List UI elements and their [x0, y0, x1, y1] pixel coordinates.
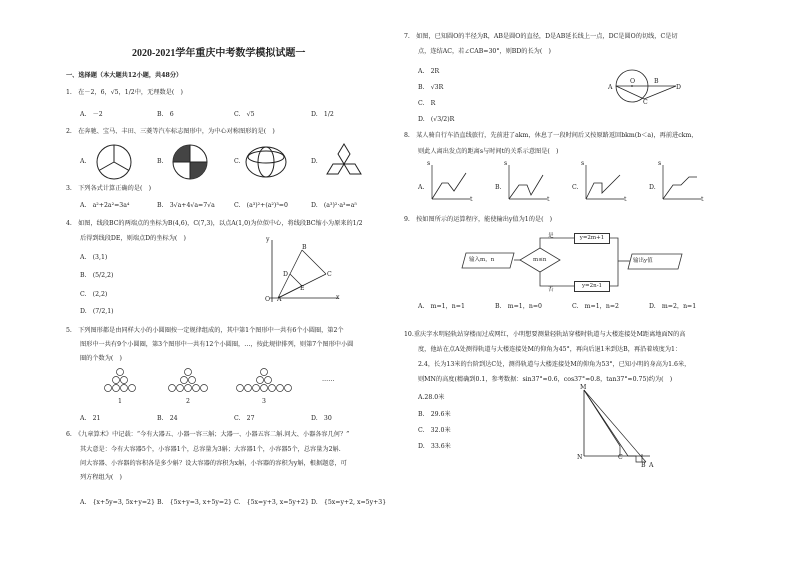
q5-figure-label-2: 2 [186, 398, 190, 405]
q3-option-c[interactable]: C. (a³)²+(a²)³=0 [234, 202, 288, 209]
q7-option-d[interactable]: D. (√3/2)R [418, 116, 455, 123]
q9-flow-bottom-box: y=2n-1 [574, 281, 610, 292]
q9-flow-output: 输出y值 [633, 258, 653, 264]
q5-figure-label-1: 1 [118, 398, 122, 405]
q3-option-a[interactable]: A. a²+2a²=3a⁴ [80, 202, 130, 209]
q8-graph-c [582, 163, 626, 203]
q9-option-b[interactable]: B. m=1，n=0 [495, 303, 542, 310]
benz-logo-icon [94, 142, 134, 182]
q10-option-a[interactable]: A.28.0米 [418, 394, 445, 401]
q10-label-c: C [618, 454, 623, 461]
page-title: 2020-2021学年重庆中考数学模拟试题一 [132, 48, 306, 59]
q5-option-d[interactable]: D. 30 [311, 415, 332, 422]
q8-graph-c-s-label: s [581, 160, 585, 167]
q4-option-c[interactable]: C. (2,2) [80, 291, 108, 298]
q7-option-c[interactable]: C. R [418, 100, 436, 107]
q4-label-b: B [302, 244, 307, 251]
q8-graph-c-t-label: t [624, 196, 627, 203]
q7-option-b[interactable]: B. √3R [418, 84, 444, 91]
q9-flow-top-box: y=2m+1 [574, 233, 610, 244]
q8-stem-line2: 则此人离出发点的距离s与时间t的关系示意图是( ) [418, 148, 559, 155]
q5-figure-label-3: 3 [262, 398, 266, 405]
q9-option-d[interactable]: D. m=2，n=1 [649, 303, 697, 310]
q7-label-d: D [676, 84, 681, 91]
q8-graph-d-s-label: s [658, 160, 662, 167]
q10-label-b: B [641, 462, 646, 469]
q8-graph-a-s-label: s [427, 160, 431, 167]
q7-option-a[interactable]: A. 2R [418, 68, 440, 75]
q4-label-d: D [283, 271, 288, 278]
q4-label-e: E [300, 285, 305, 292]
q10-stem-line4: 则MN的高度(精确到0.1，参考数据：sin37°≈0.6，cos37°≈0.8，tan37°≈0.75)约为( ) [418, 376, 673, 383]
q6-stem-line4: 列方程组为( ) [80, 474, 122, 481]
q4-stem-line1: 4. 如图，线段BC的两端点的坐标为B(4,6)，C(7,3)，以点A(1,0)为位似中心，将线段BC缩小为原来的1/2 [66, 220, 363, 227]
q5-circle-patterns [100, 367, 330, 397]
q3-option-b[interactable]: B. 3√a+4√a=7√a [157, 202, 215, 209]
q5-stem-line1: 5. 下列图形都是由同样大小的小圆圈按一定规律组成的，其中第1个图形中一共有6个小圆圈，第2个 [66, 327, 344, 334]
q4-stem-line2: 后得到线段DE，则端点D的坐标为( ) [80, 235, 186, 242]
bmw-logo-icon [170, 142, 210, 182]
q5-option-c[interactable]: C. 27 [234, 415, 255, 422]
q6-stem-line1: 6. 《九章算术》中记载：“今有大器五、小器一容三斛；大器一、小器五容二斛.问大、小器各容几何？” [66, 431, 350, 438]
toyota-logo-icon [244, 145, 288, 179]
q4-label-a: A [277, 296, 282, 303]
q10-stem-line2: 度，他站在点A处测得轨道与大楼连接处M的仰角为45°，再向后退1米到达B，再沿着坡度为1： [418, 346, 682, 353]
q5-option-a[interactable]: A. 21 [80, 415, 101, 422]
q8-option-a[interactable]: A. [418, 184, 425, 191]
q5-stem-line2: 图形中一共有9个小圆圈，第3个图形中一共有12个小圆圈，…，按此规律排列，则第7个图形中小圆 [80, 341, 354, 348]
q10-option-b[interactable]: B. 29.6米 [418, 411, 451, 418]
mitsubishi-logo-icon [324, 142, 364, 182]
q6-option-d[interactable]: D. {5x=y+2, x=5y+3} [311, 499, 387, 506]
q8-graph-b-s-label: s [504, 160, 508, 167]
q1-option-d[interactable]: D. 1/2 [311, 111, 334, 118]
q5-option-b[interactable]: B. 24 [157, 415, 178, 422]
q4-option-a[interactable]: A. (3,1) [80, 254, 108, 261]
q9-flow-yes: 是 [548, 233, 554, 239]
q3-stem: 3. 下列各式计算正确的是( ) [66, 185, 151, 192]
q1-stem: 1. 在－2，6，√5，1/2中，无理数是( ) [66, 89, 183, 96]
q2-option-c[interactable]: C. [234, 158, 241, 165]
q4-label-c: C [327, 271, 332, 278]
q4-option-b[interactable]: B. (5/2,2) [80, 272, 114, 279]
q10-label-n: N [577, 454, 583, 461]
q1-option-a[interactable]: A. －2 [80, 111, 103, 118]
q7-stem-line1: 7. 如图，已知圆O的半径为R，AB是圆O的直径，D是AB延长线上一点，DC是圆O的切线，C是切 [404, 33, 678, 40]
q10-option-d[interactable]: D. 33.6米 [418, 443, 451, 450]
q7-label-o: O [630, 78, 636, 85]
q8-graph-a [428, 163, 472, 203]
q2-option-a[interactable]: A. [80, 158, 87, 165]
q4-label-o: O [265, 296, 271, 303]
q6-stem-line3: 问大容器、小容器的容积各是多少斛？设大容器的容积为x斛，小容器的容积为y斛，根据题意，可 [80, 460, 347, 467]
q10-stem-line3: 2.4，长为13米的台阶到达C处，测得轨道与大楼连接处M的仰角为53°，已知小明的身高为1.6米， [418, 361, 691, 368]
q10-stem-line1: 10.重庆字水明轻轨站穿楼而过成网红，小明想要测量轻轨站穿楼时轨道与大楼连接处M距离地面N的高 [404, 331, 686, 338]
q7-stem-line2: 点，连结AC，若∠CAB=30°，则BD的长为( ) [418, 48, 551, 55]
q6-option-b[interactable]: B. {5x+y=3, x+5y=2} [157, 499, 232, 506]
q3-option-d[interactable]: D. (a³)²·a³=a⁵ [311, 202, 357, 209]
q5-stem-line3: 圈的个数为( ) [80, 355, 122, 362]
q8-stem-line1: 8. 某人骑自行车沿直线旅行，先前进了akm，休息了一段时间后又按原路返回bkm(b＜a)，再前进ckm， [404, 132, 698, 139]
q9-flow-condition: m≤n [533, 257, 547, 263]
q9-flow-input: 输入m，n [469, 257, 495, 263]
q6-option-a[interactable]: A. {x+5y=3, 5x+y=2} [80, 499, 155, 506]
q7-label-c: C [643, 99, 648, 106]
q8-graph-d-t-label: t [701, 196, 704, 203]
q5-ellipsis: …… [322, 376, 335, 383]
q9-option-a[interactable]: A. m=1，n=1 [418, 303, 465, 310]
q1-option-c[interactable]: C. √5 [234, 111, 255, 118]
q6-stem-line2: 其大意是：今有大容器5个，小容器1个，总容量为3斛；大容器1个，小容器5个，总容量为2斛. [80, 446, 341, 453]
q8-graph-a-t-label: t [470, 196, 473, 203]
q2-option-b[interactable]: B. [157, 158, 164, 165]
q8-option-c[interactable]: C. [572, 184, 579, 191]
q9-flow-no: 否 [548, 287, 554, 293]
q4-label-y: y [266, 236, 270, 243]
q8-option-d[interactable]: D. [649, 184, 656, 191]
q8-graph-b [505, 163, 549, 203]
q2-option-d[interactable]: D. [311, 158, 318, 165]
q8-graph-d [659, 163, 703, 203]
q1-option-b[interactable]: B. 6 [157, 111, 174, 118]
q8-graph-b-t-label: t [547, 196, 550, 203]
q6-option-c[interactable]: C. {5x=y+3, x=5y+2} [234, 499, 309, 506]
q10-label-m: M [580, 384, 587, 391]
q2-stem: 2. 在奔驰、宝马、丰田、三菱等汽车标志图形中，为中心对称图形的是( ) [66, 128, 275, 135]
section-heading: 一、选择题（本大题共12小题，共48分） [66, 72, 183, 79]
q9-stem: 9. 按如图所示的运算程序，能使输出y值为1的是( ) [404, 216, 553, 223]
q4-option-d[interactable]: D. (7/2,1) [80, 308, 114, 315]
q7-label-b: B [654, 78, 659, 85]
q10-label-a: A [649, 462, 654, 469]
q10-option-c[interactable]: C. 32.0米 [418, 427, 451, 434]
q8-option-b[interactable]: B. [495, 184, 502, 191]
q9-option-c[interactable]: C. m=1，n=2 [572, 303, 619, 310]
q4-label-x: x [336, 294, 340, 301]
q7-label-a: A [608, 84, 613, 91]
